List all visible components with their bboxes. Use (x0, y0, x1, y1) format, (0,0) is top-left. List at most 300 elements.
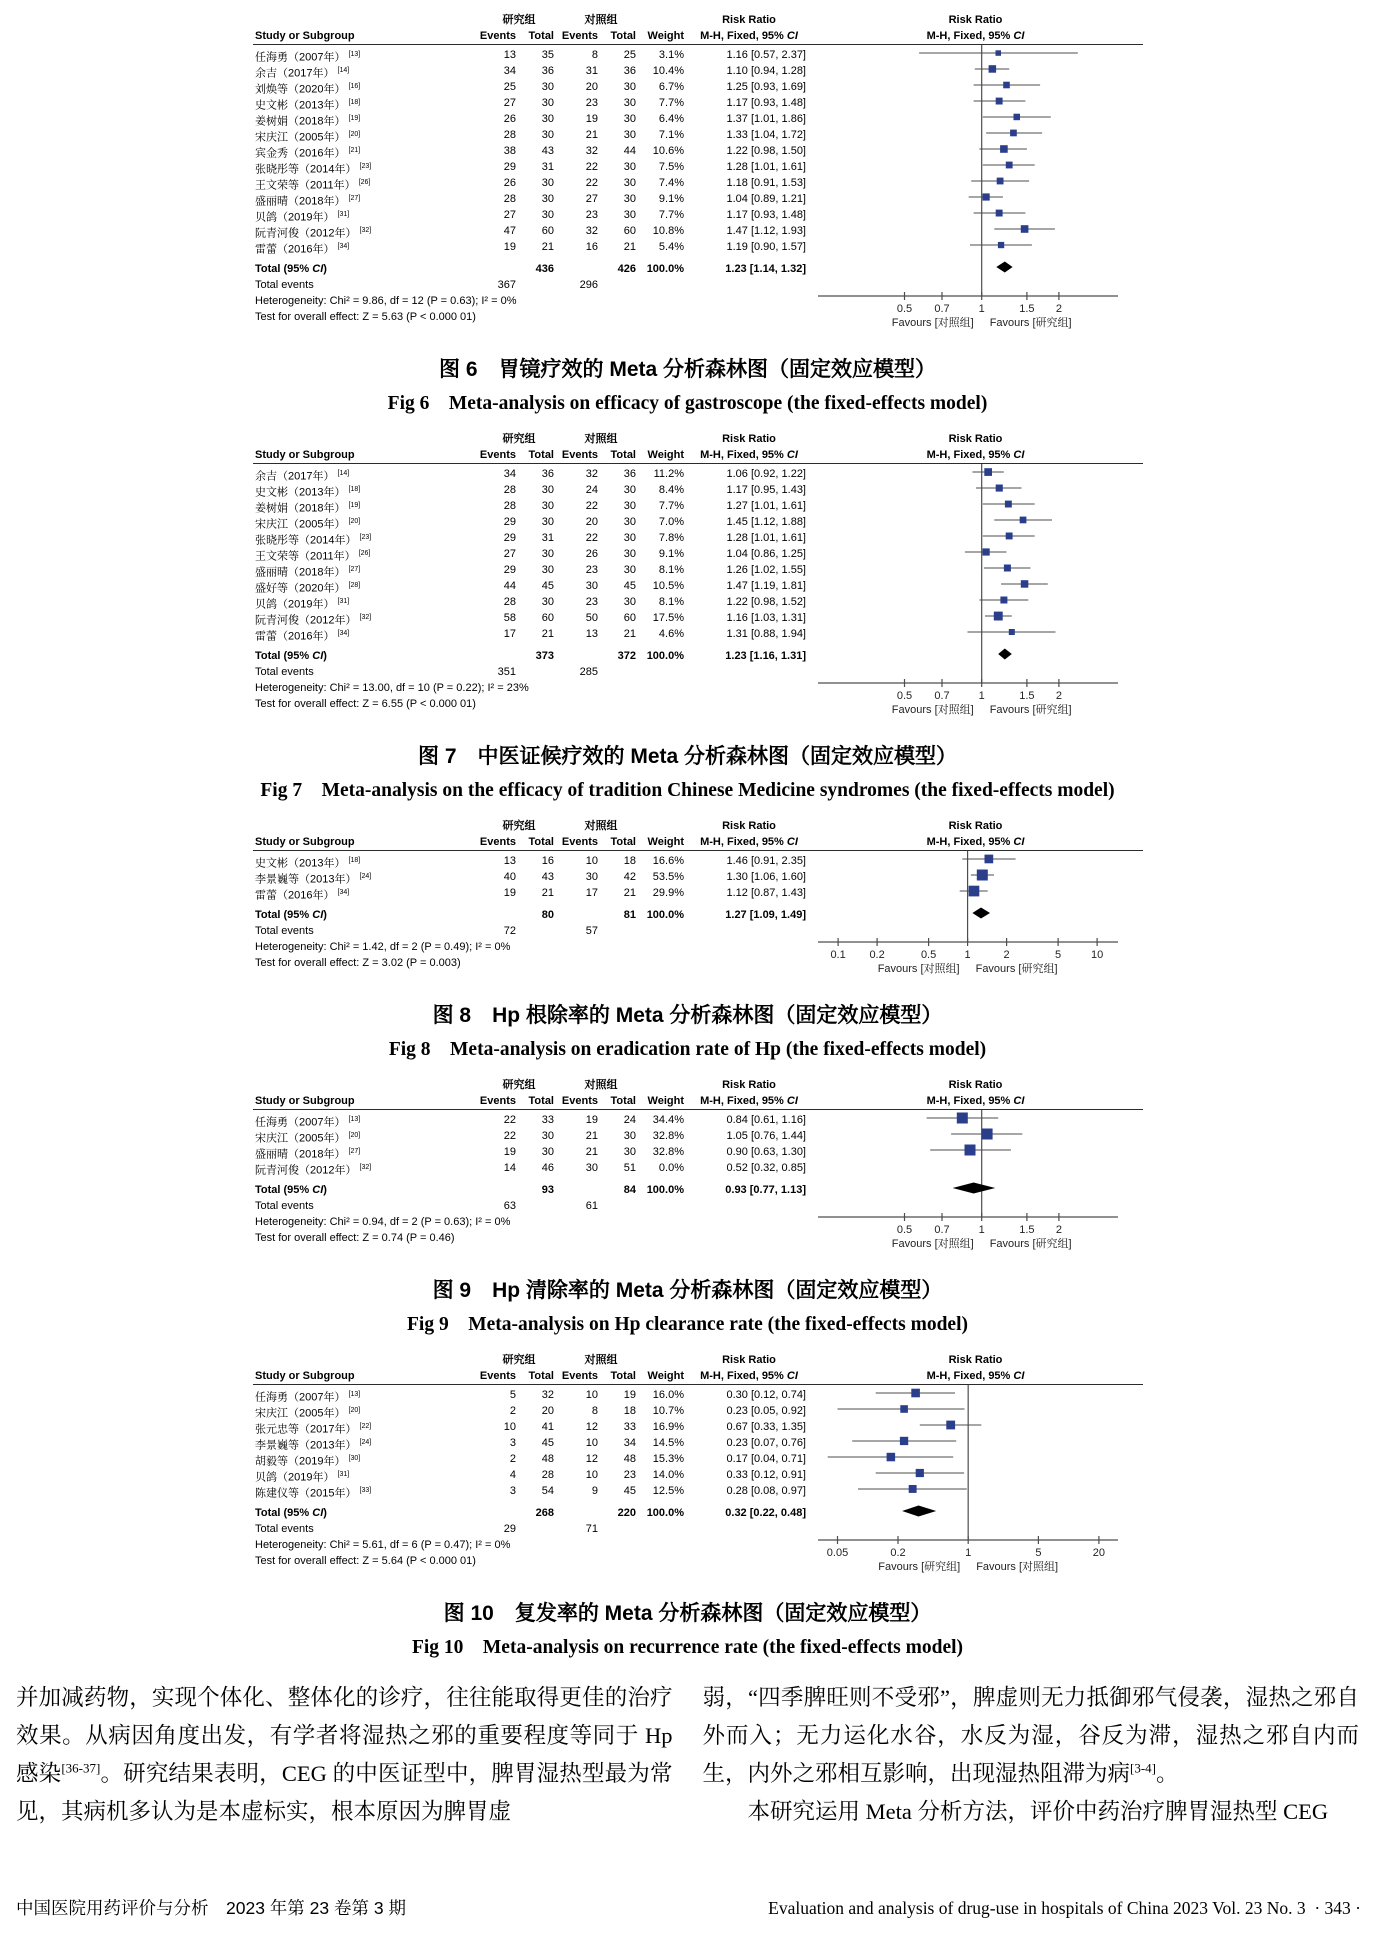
study-name: 任海勇（2007年） [13] (255, 51, 361, 64)
study-total-1: 30 (541, 564, 554, 576)
study-total-2: 30 (623, 596, 636, 608)
header-rule (253, 1109, 1143, 1110)
study-ci-text: 0.52 [0.32, 0.85] (726, 1162, 806, 1174)
study-ci-text: 1.28 [1.01, 1.61] (726, 161, 806, 173)
study-events-1: 25 (503, 81, 516, 93)
study-total-1: 30 (541, 129, 554, 141)
study-total-1: 60 (541, 225, 554, 237)
study-total-1: 30 (541, 177, 554, 189)
col-header-events-1: Events (479, 1370, 516, 1382)
axis-tick-label: 2 (1055, 303, 1062, 315)
study-weight: 4.6% (658, 628, 684, 640)
study-total-2: 30 (623, 564, 636, 576)
col-header-events-2: Events (561, 30, 598, 42)
study-name: 余吉（2017年） [14] (255, 470, 350, 483)
study-total-2: 30 (623, 129, 636, 141)
forest-table (253, 431, 808, 712)
study-total-2: 51 (623, 1162, 636, 1174)
study-total-2: 45 (623, 1485, 636, 1497)
study-events-2: 19 (585, 113, 598, 125)
study-events-1: 27 (503, 548, 516, 560)
study-events-2: 13 (585, 628, 598, 640)
heterogeneity-text: Heterogeneity: Chi² = 0.94, df = 2 (P = 0.63); I² = 0% (255, 1216, 511, 1228)
study-events-1: 4 (509, 1469, 516, 1481)
study-weight: 8.4% (658, 484, 684, 496)
study-total-2: 18 (623, 1405, 636, 1417)
col-header-total-2: Total (610, 836, 636, 848)
axis-tick-label: 0.5 (896, 690, 913, 702)
study-events-1: 29 (503, 161, 516, 173)
study-name: 盛丽晴（2018年） [27] (255, 195, 361, 208)
plot-risk-ratio-label: Risk Ratio (948, 1079, 1003, 1091)
study-total-1: 30 (541, 1146, 554, 1158)
plot-mh-ci-label: M-H, Fixed, 95% CI (926, 1095, 1025, 1107)
study-events-2: 8 (591, 49, 598, 61)
favours-right-label: Favours [研究组] (989, 317, 1072, 329)
study-name: 贝鸽（2019年） [31] (255, 598, 350, 611)
study-total-1: 36 (541, 65, 554, 77)
col-header-total-1: Total (528, 836, 554, 848)
study-ci-text: 1.22 [0.98, 1.52] (726, 596, 806, 608)
footer-journal-zh: 中国医院用药评价与分析 2023 年第 23 卷第 3 期 (16, 1898, 406, 1918)
col-header-total-2: Total (610, 1095, 636, 1107)
favours-left-label: Favours [对照组] (891, 1238, 974, 1250)
group-header-study-group: 研究组 (502, 820, 536, 832)
total-label: Total (95% CI) (255, 263, 327, 275)
total-n-1: 268 (535, 1507, 554, 1519)
axis-tick-label: 0.2 (869, 949, 885, 961)
plot-risk-ratio-label: Risk Ratio (948, 433, 1003, 445)
group-header-control-group: 对照组 (584, 14, 618, 26)
study-weight: 6.4% (658, 113, 684, 125)
figure-6-section (0, 12, 1375, 415)
study-events-2: 24 (585, 484, 598, 496)
study-name: 盛丽晴（2018年） [27] (255, 566, 361, 579)
study-events-2: 23 (585, 209, 598, 221)
study-total-2: 36 (623, 468, 636, 480)
study-total-2: 30 (623, 1130, 636, 1142)
study-events-1: 17 (503, 628, 516, 640)
study-ci-text: 0.67 [0.33, 1.35] (726, 1421, 806, 1433)
col-header-study: Study or Subgroup (255, 30, 355, 42)
study-ci-text: 1.06 [0.92, 1.22] (726, 468, 806, 480)
total-weight: 100.0% (646, 1507, 684, 1519)
col-header-total-1: Total (528, 449, 554, 461)
study-ci-text: 1.47 [1.12, 1.93] (726, 225, 806, 237)
col-header-mh-ci: M-H, Fixed, 95% CI (700, 836, 798, 848)
header-rule (253, 44, 1143, 45)
study-name: 宋庆江（2005年） [20] (255, 1132, 361, 1145)
study-ci-text: 0.28 [0.08, 0.97] (726, 1485, 806, 1497)
body-paragraph: 并加减药物，实现个体化、整体化的诊疗，往往能取得更佳的治疗效果。从病因角度出发，有学者将湿热之邪的重要程度等同于 Hp 感染[36-37]。研究结果表明，CEG 的中医证型中，脾胃湿热型最为常见，其病机多认为是本虚标实，根本原因为脾胃虚 (16, 1685, 673, 1824)
header-rule (253, 1384, 1143, 1385)
study-total-1: 30 (541, 548, 554, 560)
total-ci-text: 1.27 [1.09, 1.49] (725, 909, 806, 921)
axis-tick-label: 1.5 (1019, 303, 1035, 315)
figure-7-section (0, 431, 1375, 802)
study-total-1: 45 (541, 1437, 554, 1449)
study-total-1: 21 (541, 887, 554, 899)
study-ci-text: 1.28 [1.01, 1.61] (726, 532, 806, 544)
forest-plot-fig8 (253, 818, 1143, 989)
col-header-total-2: Total (610, 1370, 636, 1382)
study-events-1: 47 (503, 225, 516, 237)
study-events-1: 27 (503, 209, 516, 221)
study-ci-text: 0.23 [0.07, 0.76] (726, 1437, 806, 1449)
study-total-1: 43 (541, 145, 554, 157)
study-events-2: 22 (585, 177, 598, 189)
study-name: 宋庆江（2005年） [20] (255, 518, 361, 531)
study-total-1: 30 (541, 500, 554, 512)
favours-right-label: Favours [研究组] (989, 1238, 1072, 1250)
study-weight: 8.1% (658, 564, 684, 576)
body-text (0, 1679, 1375, 1831)
study-total-1: 60 (541, 612, 554, 624)
study-events-2: 19 (585, 1114, 598, 1126)
total-n-1: 373 (535, 650, 554, 662)
study-total-2: 34 (623, 1437, 636, 1449)
axis-tick-label: 2 (1003, 949, 1010, 961)
total-label: Total (95% CI) (255, 1184, 327, 1196)
study-weight: 11.2% (653, 468, 684, 480)
study-name: 李景巍等（2013年） [24] (255, 873, 372, 886)
study-total-1: 16 (541, 855, 554, 867)
study-events-2: 12 (585, 1453, 598, 1465)
col-header-total-2: Total (610, 30, 636, 42)
study-events-2: 20 (585, 516, 598, 528)
axis-tick-label: 0.7 (934, 303, 950, 315)
study-weight: 7.7% (658, 97, 684, 109)
study-ci-text: 1.17 [0.95, 1.43] (726, 484, 806, 496)
study-events-2: 20 (585, 81, 598, 93)
axis-tick-label: 0.05 (826, 1547, 849, 1559)
col-header-events-1: Events (479, 836, 516, 848)
study-total-2: 30 (623, 548, 636, 560)
body-column-left (16, 1679, 673, 1831)
study-events-1: 28 (503, 193, 516, 205)
study-name: 史文彬（2013年） [18] (255, 99, 361, 112)
axis-tick-label: 1.5 (1019, 690, 1035, 702)
study-events-2: 26 (585, 548, 598, 560)
study-total-1: 21 (541, 241, 554, 253)
study-weight: 12.5% (652, 1485, 684, 1497)
body-column-right (703, 1679, 1360, 1831)
overall-effect-text: Test for overall effect: Z = 3.02 (P = 0.003) (255, 957, 461, 969)
study-total-2: 21 (623, 887, 636, 899)
study-weight: 16.9% (652, 1421, 684, 1433)
study-total-1: 31 (541, 532, 554, 544)
study-total-2: 30 (623, 1146, 636, 1158)
study-total-1: 30 (541, 209, 554, 221)
study-total-2: 60 (623, 225, 636, 237)
study-ci-text: 1.17 [0.93, 1.48] (726, 97, 806, 109)
study-name: 史文彬（2013年） [18] (255, 486, 361, 499)
study-ci-text: 1.04 [0.89, 1.21] (726, 193, 806, 205)
header-rule (253, 850, 1143, 851)
study-total-2: 21 (623, 628, 636, 640)
study-weight: 5.4% (658, 241, 684, 253)
study-events-2: 21 (585, 129, 598, 141)
study-name: 任海勇（2007年） [13] (255, 1391, 361, 1404)
study-ci-text: 1.18 [0.91, 1.53] (726, 177, 806, 189)
col-header-events-2: Events (561, 836, 598, 848)
forest-table (253, 818, 808, 971)
study-total-1: 35 (541, 49, 554, 61)
study-events-1: 44 (503, 580, 516, 592)
study-ci-text: 1.30 [1.06, 1.60] (726, 871, 806, 883)
study-events-2: 12 (585, 1421, 598, 1433)
favours-left-label: Favours [研究组] (878, 1561, 961, 1573)
study-name: 盛好等（2020年） [28] (255, 582, 361, 595)
study-total-2: 30 (623, 516, 636, 528)
figure-9-caption-zh: 图 9 Hp 清除率的 Meta 分析森林图（固定效应模型） (432, 1279, 943, 1302)
study-name: 盛丽晴（2018年） [27] (255, 1148, 361, 1161)
plot-mh-ci-label: M-H, Fixed, 95% CI (926, 1370, 1025, 1382)
figure-9-section (0, 1077, 1375, 1336)
total-events-2: 71 (585, 1523, 598, 1535)
axis-tick-label: 1 (964, 949, 971, 961)
study-name: 王文荣等（2011年） [26] (255, 550, 371, 563)
study-total-2: 25 (623, 49, 636, 61)
study-weight: 7.4% (658, 177, 684, 189)
axis-tick-label: 0.5 (896, 303, 913, 315)
axis-tick-label: 20 (1092, 1547, 1106, 1559)
study-ci-text: 1.26 [1.02, 1.55] (726, 564, 806, 576)
study-events-2: 22 (585, 161, 598, 173)
study-total-2: 30 (623, 177, 636, 189)
figure-7-caption-zh: 图 7 中医证候疗效的 Meta 分析森林图（固定效应模型） (417, 745, 958, 768)
study-name: 贝鸽（2019年） [31] (255, 211, 350, 224)
study-events-1: 38 (503, 145, 516, 157)
plot-risk-ratio-label: Risk Ratio (948, 1354, 1003, 1366)
study-name: 张元忠等（2017年） [22] (255, 1423, 372, 1436)
favours-right-label: Favours [研究组] (975, 963, 1058, 975)
axis-tick-label: 1 (965, 1547, 972, 1559)
total-events-1: 351 (497, 666, 516, 678)
study-weight: 7.7% (658, 500, 684, 512)
study-weight: 10.6% (652, 145, 684, 157)
group-header-study-group: 研究组 (502, 433, 536, 445)
total-events-2: 57 (585, 925, 598, 937)
figure-6-caption-zh: 图 6 胃镜疗效的 Meta 分析森林图（固定效应模型） (438, 358, 937, 381)
study-ci-text: 1.22 [0.98, 1.50] (726, 145, 806, 157)
study-total-1: 54 (541, 1485, 554, 1497)
study-name: 余吉（2017年） [14] (255, 67, 350, 80)
plot-mh-ci-label: M-H, Fixed, 95% CI (926, 30, 1025, 42)
study-total-1: 46 (541, 1162, 554, 1174)
col-header-study: Study or Subgroup (255, 1370, 355, 1382)
study-total-1: 36 (541, 468, 554, 480)
study-events-1: 5 (509, 1389, 516, 1401)
study-total-1: 41 (541, 1421, 554, 1433)
forest-table (253, 1077, 808, 1246)
study-total-2: 30 (623, 97, 636, 109)
plot-header (808, 1352, 1143, 1384)
study-total-2: 30 (623, 193, 636, 205)
axis-tick-label: 1.5 (1019, 1224, 1035, 1236)
study-total-1: 43 (541, 871, 554, 883)
study-events-1: 26 (503, 113, 516, 125)
group-header-control-group: 对照组 (584, 433, 618, 445)
col-header-events-2: Events (561, 1370, 598, 1382)
axis-tick-label: 10 (1090, 949, 1104, 961)
study-total-1: 45 (541, 580, 554, 592)
axis-tick-label: 2 (1055, 690, 1062, 702)
figure-8-section (0, 818, 1375, 1061)
total-ci-text: 1.23 [1.14, 1.32] (725, 263, 806, 275)
study-total-1: 30 (541, 97, 554, 109)
study-events-2: 9 (591, 1485, 598, 1497)
study-ci-text: 1.10 [0.94, 1.28] (726, 65, 806, 77)
col-header-events-2: Events (561, 1095, 598, 1107)
study-name: 宋庆江（2005年） [20] (255, 1407, 361, 1420)
col-header-events-1: Events (479, 1095, 516, 1107)
overall-effect-text: Test for overall effect: Z = 5.63 (P < 0.000 01) (255, 311, 476, 323)
study-events-1: 28 (503, 596, 516, 608)
study-events-2: 22 (585, 500, 598, 512)
overall-effect-text: Test for overall effect: Z = 0.74 (P = 0.46) (255, 1232, 455, 1244)
total-events-label: Total events (255, 925, 314, 937)
study-total-1: 31 (541, 161, 554, 173)
axis-tick-label: 1 (978, 1224, 985, 1236)
study-weight: 7.1% (658, 129, 684, 141)
study-name: 任海勇（2007年） [13] (255, 1116, 361, 1129)
footer-journal-en: Evaluation and analysis of drug-use in hospitals of China 2023 Vol. 23 No. 3 · 343 · (768, 1898, 1361, 1918)
study-events-2: 10 (585, 1389, 598, 1401)
study-name: 张晓彤等（2014年） [23] (255, 163, 372, 176)
plot-mh-ci-label: M-H, Fixed, 95% CI (926, 449, 1025, 461)
risk-ratio-header: Risk Ratio (722, 820, 776, 832)
col-header-weight: Weight (647, 1370, 684, 1382)
col-header-total-1: Total (528, 1095, 554, 1107)
study-ci-text: 0.23 [0.05, 0.92] (726, 1405, 806, 1417)
total-events-1: 72 (503, 925, 516, 937)
total-n-2: 220 (617, 1507, 636, 1519)
total-events-2: 296 (579, 279, 598, 291)
study-events-1: 29 (503, 532, 516, 544)
total-label: Total (95% CI) (255, 1507, 327, 1519)
study-total-2: 33 (623, 1421, 636, 1433)
study-ci-text: 1.04 [0.86, 1.25] (726, 548, 806, 560)
total-events-1: 63 (503, 1200, 516, 1212)
axis-tick-label: 0.7 (934, 1224, 950, 1236)
col-header-events-1: Events (479, 30, 516, 42)
header-rule (253, 463, 1143, 464)
study-total-1: 30 (541, 1130, 554, 1142)
col-header-weight: Weight (647, 1095, 684, 1107)
group-header-control-group: 对照组 (584, 1354, 618, 1366)
figure-10-caption-zh: 图 10 复发率的 Meta 分析森林图（固定效应模型） (443, 1602, 932, 1625)
study-events-2: 32 (585, 468, 598, 480)
group-header-study-group: 研究组 (502, 1079, 536, 1091)
study-total-2: 24 (623, 1114, 636, 1126)
study-weight: 9.1% (658, 548, 684, 560)
study-total-1: 30 (541, 484, 554, 496)
body-paragraph: 本研究运用 Meta 分析方法，评价中药治疗脾胃湿热型 CEG (747, 1799, 1329, 1824)
study-events-1: 19 (503, 887, 516, 899)
study-events-1: 19 (503, 1146, 516, 1158)
study-weight: 32.8% (652, 1146, 684, 1158)
plot-header (808, 1077, 1143, 1109)
study-total-2: 42 (623, 871, 636, 883)
group-header-study-group: 研究组 (502, 14, 536, 26)
axis-tick-label: 0.5 (920, 949, 937, 961)
total-events-label: Total events (255, 279, 314, 291)
study-events-2: 16 (585, 241, 598, 253)
total-events-1: 29 (503, 1523, 516, 1535)
col-header-events-2: Events (561, 449, 598, 461)
study-name: 贝鸽（2019年） [31] (255, 1471, 350, 1484)
axis-tick-label: 0.7 (934, 690, 950, 702)
study-total-1: 21 (541, 628, 554, 640)
total-n-1: 436 (535, 263, 554, 275)
study-name: 李景巍等（2013年） [24] (255, 1439, 372, 1452)
plot-header (808, 12, 1143, 44)
study-events-1: 2 (509, 1453, 516, 1465)
total-n-1: 80 (541, 909, 554, 921)
study-ci-text: 0.17 [0.04, 0.71] (726, 1453, 806, 1465)
axis-tick-label: 0.2 (890, 1547, 906, 1559)
study-events-2: 30 (585, 1162, 598, 1174)
study-total-2: 30 (623, 532, 636, 544)
study-events-2: 22 (585, 532, 598, 544)
study-ci-text: 0.30 [0.12, 0.74] (726, 1389, 806, 1401)
study-total-1: 30 (541, 596, 554, 608)
axis-tick-label: 1 (978, 303, 985, 315)
study-events-2: 10 (585, 1437, 598, 1449)
study-events-2: 21 (585, 1130, 598, 1142)
study-events-1: 13 (503, 49, 516, 61)
total-weight: 100.0% (646, 909, 684, 921)
study-weight: 17.5% (652, 612, 684, 624)
axis-tick-label: 0.1 (830, 949, 846, 961)
study-events-1: 3 (509, 1437, 516, 1449)
axis-tick-label: 5 (1035, 1547, 1042, 1559)
study-total-2: 30 (623, 500, 636, 512)
forest-table (253, 12, 808, 325)
col-header-weight: Weight (647, 30, 684, 42)
figure-7-caption-en: Fig 7 Meta-analysis on the efficacy of tradition Chinese Medicine syndromes (the fixed-effects model) (260, 780, 1115, 801)
study-events-1: 22 (503, 1114, 516, 1126)
study-name: 阮青河俊（2012年） [32] (255, 227, 372, 240)
study-ci-text: 1.16 [1.03, 1.31] (726, 612, 806, 624)
study-weight: 6.7% (658, 81, 684, 93)
col-header-weight: Weight (647, 836, 684, 848)
col-header-events-1: Events (479, 449, 516, 461)
study-weight: 3.1% (658, 49, 684, 61)
study-events-2: 27 (585, 193, 598, 205)
col-header-total-1: Total (528, 30, 554, 42)
study-name: 阮青河俊（2012年） [32] (255, 1164, 372, 1177)
study-ci-text: 1.12 [0.87, 1.43] (726, 887, 806, 899)
study-events-1: 27 (503, 97, 516, 109)
study-name: 宾金秀（2016年） [21] (255, 147, 361, 160)
study-ci-text: 1.46 [0.91, 2.35] (726, 855, 806, 867)
group-header-control-group: 对照组 (584, 1079, 618, 1091)
study-events-1: 40 (503, 871, 516, 883)
study-events-2: 10 (585, 855, 598, 867)
total-n-1: 93 (541, 1184, 554, 1196)
risk-ratio-header: Risk Ratio (722, 14, 776, 26)
study-events-2: 10 (585, 1469, 598, 1481)
study-events-1: 26 (503, 177, 516, 189)
study-ci-text: 0.84 [0.61, 1.16] (726, 1114, 806, 1126)
study-name: 张晓彤等（2014年） [23] (255, 534, 372, 547)
group-header-study-group: 研究组 (502, 1354, 536, 1366)
overall-effect-text: Test for overall effect: Z = 6.55 (P < 0.000 01) (255, 698, 476, 710)
study-weight: 14.5% (652, 1437, 684, 1449)
risk-ratio-header: Risk Ratio (722, 433, 776, 445)
